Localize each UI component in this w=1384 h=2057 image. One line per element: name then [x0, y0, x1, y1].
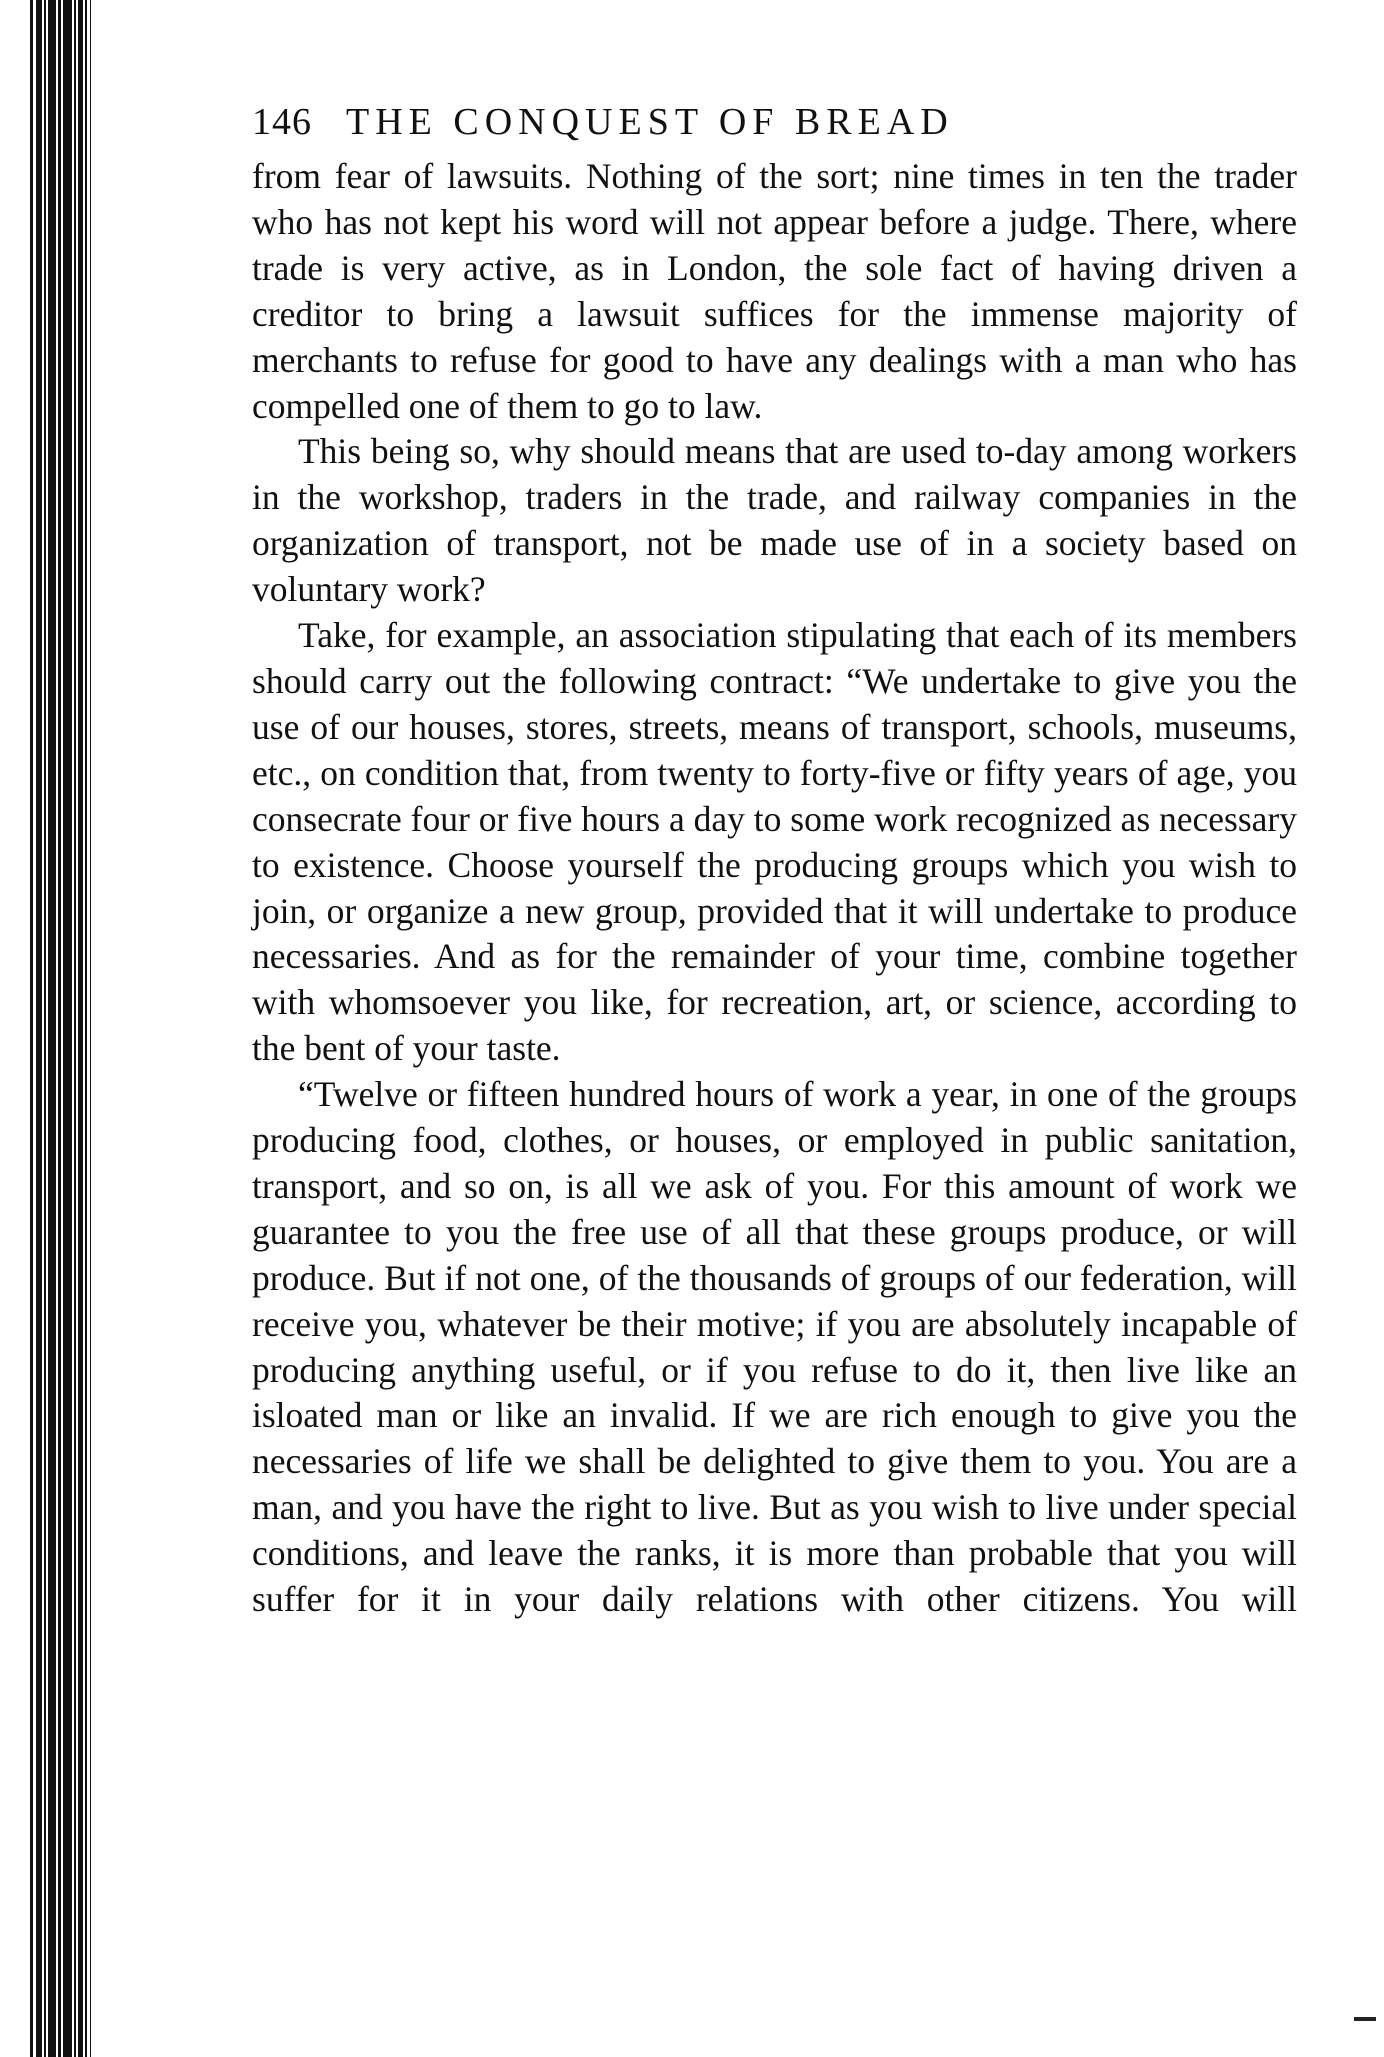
paragraph: This being so, why should means that are used to-day among workers in the workshop, traders in the trade, and railway companies in the organization of transport, not be made use of in a society based on voluntary work? [252, 431, 1297, 610]
scan-mark [1354, 2017, 1376, 2021]
running-head [252, 90, 1297, 154]
book-page [252, 90, 1297, 1623]
book-binding-edge [0, 0, 100, 2057]
paragraph: “Twelve or fifteen hundred hours of work a year, in one of the groups producing food, clothes, or houses, or employed in public sanitation, transport, and so on, is all we ask of you. For this amount of work we guarantee to you the free use of all that these groups produce, or will produce. But if not one, of the thousands of groups of our federation, will receive you, whatever be their motive; if you are absolutely incapable of producing anything useful, or if you refuse to do it, then live like an isloated man or like an invalid. If we are rich enough to give you the necessaries of life we shall be delighted to give them to you. You are a man, and you have the right to live. But as you wish to live under special conditions, and leave the ranks, it is more than probable that you will suffer for it in your daily relations with other citizens. You will [252, 1074, 1297, 1620]
paragraph: from fear of lawsuits. Nothing of the sort; nine times in ten the trader who has not kept his word will not appear before a judge. There, where trade is very active, as in London, the sole fact of having driven a creditor to bring a lawsuit suffices for the immense majority of merchants to refuse for good to have any dealings with a man who has compelled one of them to go to law. [252, 156, 1297, 426]
running-title: THE CONQUEST OF BREAD [346, 101, 954, 143]
body-text [252, 154, 1297, 1623]
paragraph: Take, for example, an association stipulating that each of its members should carry out the following contract: “We undertake to give you the use of our houses, stores, streets, means of transport, schools, museums, etc., on condition that, from twenty to forty-five or fifty years of age, you consecrate four or five hours a day to some work recognized as necessary to existence. Choose yourself the producing groups which you wish to join, or organize a new group, provided that it will undertake to produce necessaries. And as for the remainder of your time, combine together with whomsoever you like, for recreation, art, or science, according to the bent of your taste. [252, 615, 1297, 1069]
page-number: 146 [252, 101, 312, 143]
